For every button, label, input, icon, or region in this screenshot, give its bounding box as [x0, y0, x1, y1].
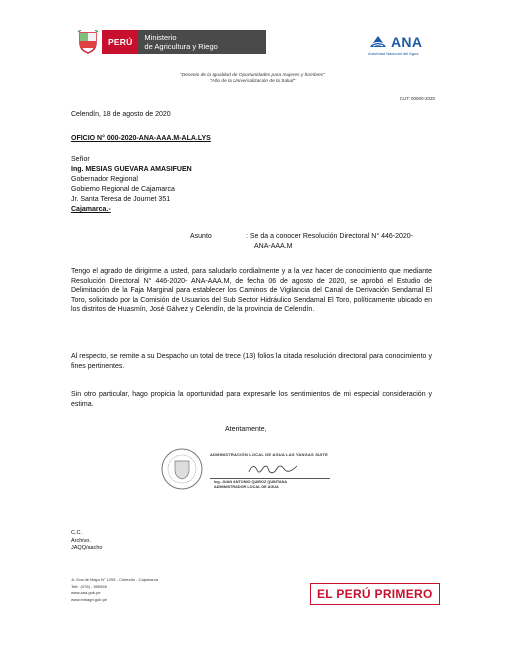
paragraph-3: Sin otro particular, hago propicia la oportunidad para expresarle los sentimientos de mi especial consideración y estima. — [71, 391, 432, 408]
signature-name-block — [214, 480, 287, 490]
recipient-role: Gobernador Regional — [71, 176, 138, 183]
official-seal-icon — [160, 447, 204, 491]
signatory-title: ADMINISTRADOR LOCAL DE AGUA — [214, 485, 279, 489]
peru-primero-slogan: EL PERÚ PRIMERO — [310, 583, 440, 605]
ana-label: ANA — [391, 34, 423, 50]
peru-coat-of-arms-icon — [77, 30, 99, 54]
paragraph-1: Tengo el agrado de dirigirme a usted, para saludarlo cordialmente y a la vez hacer de conocimiento que mediante Resolución Directoral N° 446-2020- ANA-AAA.M, de fecha 06 de agosto de 2020, se aprobó el Estudio de Delimitación de la Faja Marginal para establecer los Caminos de Vigilancia del Canal de Derivación Sendamal El Toro, solicitado por la Comisión de Usuarios del Sub Sector Hidráulico Sendamal El Toro, políticamente ubicado en los distritos de Huasmín, José Gálvez y Celendín, de la provincia de Celendín. — [71, 268, 432, 314]
paragraph-2: Al respecto, se remite a su Despacho un total de trece (13) folios la citada resolución directoral para conocimiento y fines pertinentes. — [71, 353, 432, 370]
ana-logo — [368, 34, 438, 56]
oficio-number: OFICIO N° 000-2020-ANA-AAA.M-ALA.LYS — [71, 135, 211, 142]
handwritten-signature-icon — [245, 460, 305, 478]
footer-phone: Telf.: (076) - 555555 — [71, 583, 107, 589]
asunto-text-1: : Se da a conocer Resolución Directoral N° 446-2020- — [246, 233, 413, 240]
decenio-motto — [0, 73, 505, 85]
cc-line-3: JAQQ/aacho — [71, 545, 103, 551]
asunto-text-2: ANA-AAA.M — [254, 243, 293, 250]
government-logo — [77, 30, 266, 54]
decenio-line-2: "Año de la Universalización de la Salud" — [209, 79, 296, 84]
decenio-line-1: "Decenio de la Igualdad de Oportunidades para mujeres y hombres" — [179, 73, 325, 78]
cc-line-1: C.C. — [71, 530, 82, 536]
ana-water-icon — [368, 35, 388, 49]
recipient-address: Jr. Santa Teresa de Journet 351 — [71, 196, 171, 203]
ana-subtitle: Autoridad Nacional del Agua — [368, 51, 419, 56]
closing: Atentamente, — [225, 426, 267, 433]
salutation: Señor — [71, 156, 90, 163]
footer-address — [71, 577, 158, 603]
ministry-line-1: Ministerio — [144, 33, 177, 42]
recipient-city: Cajamarca.- — [71, 206, 111, 213]
signature-organization: ADMINISTRACIÓN LOCAL DE AGUA LAS YANGAS SUITE — [210, 452, 328, 457]
cc-line-2: Archivo. — [71, 537, 91, 544]
footer-web-ana: www.ana.gob.pe — [71, 590, 101, 595]
footer-web-minagri: www.minagri.gob.pe — [71, 596, 108, 602]
ministry-line-2: de Agricultura y Riego — [144, 42, 218, 51]
footer-address-line: Jr. Dos de Mayo N° 1205 - Celendín - Cajamarca — [71, 577, 158, 582]
cut-number: CUT: 00000-2020 — [399, 96, 435, 101]
signature-line — [210, 478, 330, 479]
ministry-label — [138, 30, 266, 54]
peru-label: PERÚ — [102, 30, 138, 54]
cc-block — [71, 530, 103, 553]
recipient-name: Ing. MESIAS GUEVARA AMASIFUEN — [71, 166, 192, 173]
recipient-org: Gobierno Regional de Cajamarca — [71, 186, 175, 193]
signatory-name: Ing. JUAN ANTONIO QUIROZ QUINTANA — [214, 480, 288, 484]
asunto-label: Asunto — [190, 233, 212, 240]
place-date: Celendín, 18 de agosto de 2020 — [71, 111, 171, 118]
